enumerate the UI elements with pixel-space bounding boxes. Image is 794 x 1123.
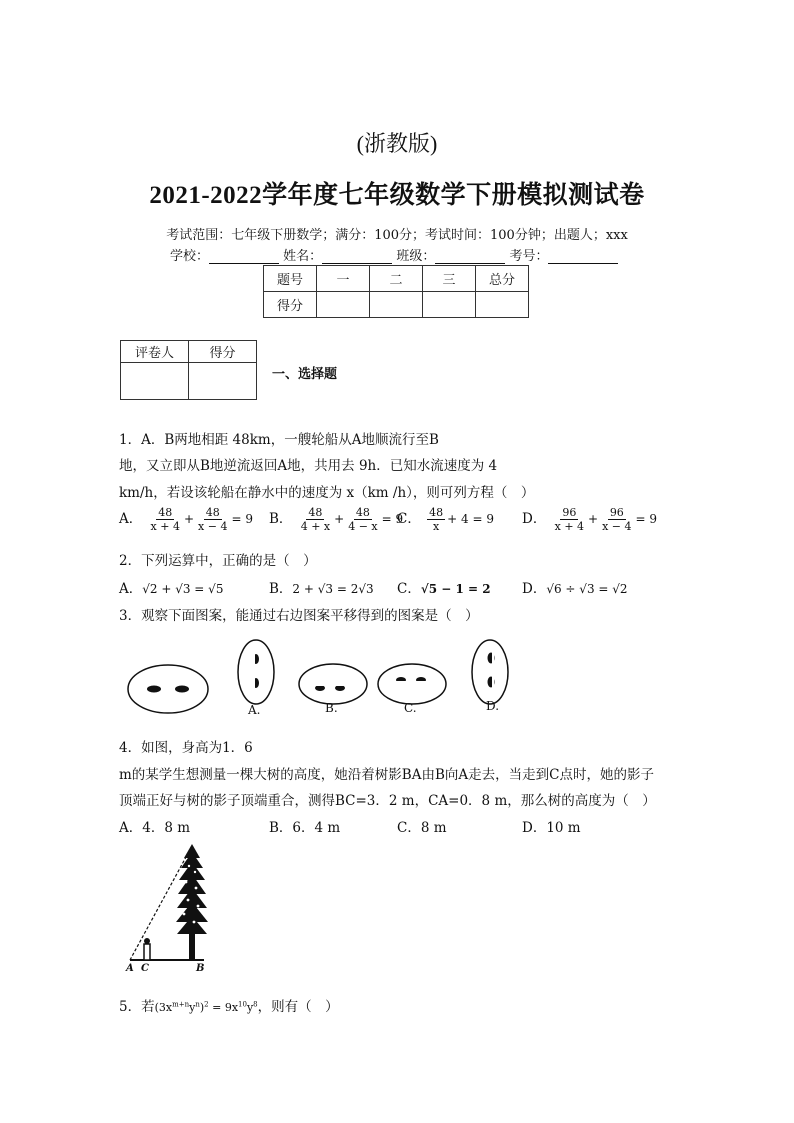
q4-option-d[interactable]: D．10 m [522, 820, 581, 836]
score-table [263, 265, 529, 318]
score-header: 总分 [476, 266, 529, 292]
tree-icon [176, 844, 208, 960]
student-fields [170, 245, 618, 264]
option-d-label: D. [486, 699, 500, 713]
grader-header: 评卷人 [121, 341, 189, 363]
q4-option-c[interactable]: C．8 m [397, 820, 447, 836]
q1-line: km/h，若设该轮船在静水中的速度为 x（km /h），则可列方程（ ） [119, 485, 535, 501]
fraction: $\frac{96}{x - 4}$ [602, 506, 632, 533]
option-label: D． [522, 511, 547, 527]
fraction: $\frac{48}{x + 4}$ [150, 506, 180, 533]
option-label: C． [397, 511, 421, 527]
q1-line: 地，又立即从B地逆流返回A地，共用去 9h．已知水流速度为 4 [119, 458, 498, 474]
name-label: 姓名： [283, 249, 323, 264]
q4-figure [122, 842, 222, 976]
option-c-label: C. [404, 701, 417, 715]
q4-line: 顶端正好与树的影子顶端重合，测得BC=3．2 m，CA=0．8 m，那么树的高度为（ ） [119, 793, 656, 809]
q4-line: m的某学生想测量一棵大树的高度，她沿着树影BA由B向A走去，当走到C点时，她的影子 [119, 767, 654, 783]
q2-option-a[interactable]: A．√2 + √3 = √5 [119, 581, 224, 597]
q1-option-c[interactable]: C． $\frac{48}{x}$ + 4 = 9 [397, 506, 494, 533]
fraction: $\frac{48}{4 + x}$ [300, 506, 331, 533]
q5-stem: 5．若$(3x^{m+n}y^n)^2 = 9x^{10}y^8$，则有（ ） [119, 999, 339, 1015]
fraction: $\frac{48}{x}$ [429, 506, 444, 533]
score-cell[interactable] [423, 292, 476, 318]
q1-option-b[interactable]: B． $\frac{48}{4 + x}$ + $\frac{48}{4 - x}$ = 9 [269, 506, 404, 533]
score-cell[interactable] [317, 292, 370, 318]
option-b-label: B. [325, 701, 338, 715]
exam-info: 考试范围：七年级下册数学；满分：100分；考试时间：100分钟；出题人；xxx [166, 228, 628, 243]
fraction: $\frac{96}{x + 4}$ [554, 506, 585, 533]
edition-label: (浙教版) [356, 131, 438, 156]
point-a-label: A [126, 963, 134, 974]
class-blank[interactable] [435, 249, 505, 264]
person-icon [144, 938, 150, 960]
q4-line: 4．如图，身高为1．6 [119, 740, 253, 756]
grader-header: 得分 [189, 341, 257, 363]
q2-option-b[interactable]: B．2 + √3 = 2√3 [269, 581, 374, 597]
q4-option-b[interactable]: B．6．4 m [269, 820, 341, 836]
score-row-label: 得分 [264, 292, 317, 318]
exam-title: 2021-2022学年度七年级数学下册模拟测试卷 [149, 182, 645, 209]
number-blank[interactable] [548, 249, 618, 264]
point-c-label: C [141, 963, 149, 974]
q2-option-c[interactable]: C．√5 − 1 = 2 [397, 581, 491, 597]
option-a-pattern [238, 640, 274, 704]
point-b-label: B [196, 963, 205, 974]
grader-table [120, 340, 257, 400]
option-d-pattern [472, 640, 508, 704]
school-blank[interactable] [209, 249, 279, 264]
q1-option-a[interactable]: A． $\frac{48}{x + 4}$ + $\frac{48}{x - 4}$ = 9 [119, 506, 253, 533]
score-cell[interactable] [370, 292, 423, 318]
fraction: $\frac{48}{4 - x}$ [348, 506, 378, 533]
q2-option-d[interactable]: D．√6 ÷ √3 = √2 [522, 581, 628, 597]
grader-cell[interactable] [189, 363, 257, 400]
school-label: 学校： [170, 249, 210, 264]
score-header: 题号 [264, 266, 317, 292]
q1-line: 1．A．B两地相距 48km，一艘轮船从A地顺流行至B [119, 432, 439, 448]
option-a-label: A. [248, 703, 261, 717]
option-label: B． [269, 511, 293, 527]
number-label: 考号： [509, 249, 549, 264]
score-header: 三 [423, 266, 476, 292]
q3-figure [120, 636, 520, 722]
name-blank[interactable] [322, 249, 392, 264]
section-title: 一、选择题 [272, 367, 338, 382]
q3-stem: 3．观察下面图案，能通过右边图案平移得到的图案是（ ） [119, 608, 479, 624]
original-pattern [128, 665, 208, 713]
score-cell[interactable] [476, 292, 529, 318]
q1-option-d[interactable]: D． $\frac{96}{x + 4}$ + $\frac{96}{x - 4}$ = 9 [522, 506, 658, 533]
grader-cell[interactable] [121, 363, 189, 400]
q4-option-a[interactable]: A．4．8 m [119, 820, 191, 836]
score-header: 二 [370, 266, 423, 292]
score-header: 一 [317, 266, 370, 292]
q2-stem: 2．下列运算中，正确的是（ ） [119, 553, 317, 569]
fraction: $\frac{48}{x - 4}$ [198, 506, 228, 533]
option-label: A． [119, 511, 143, 527]
class-label: 班级： [396, 249, 436, 264]
